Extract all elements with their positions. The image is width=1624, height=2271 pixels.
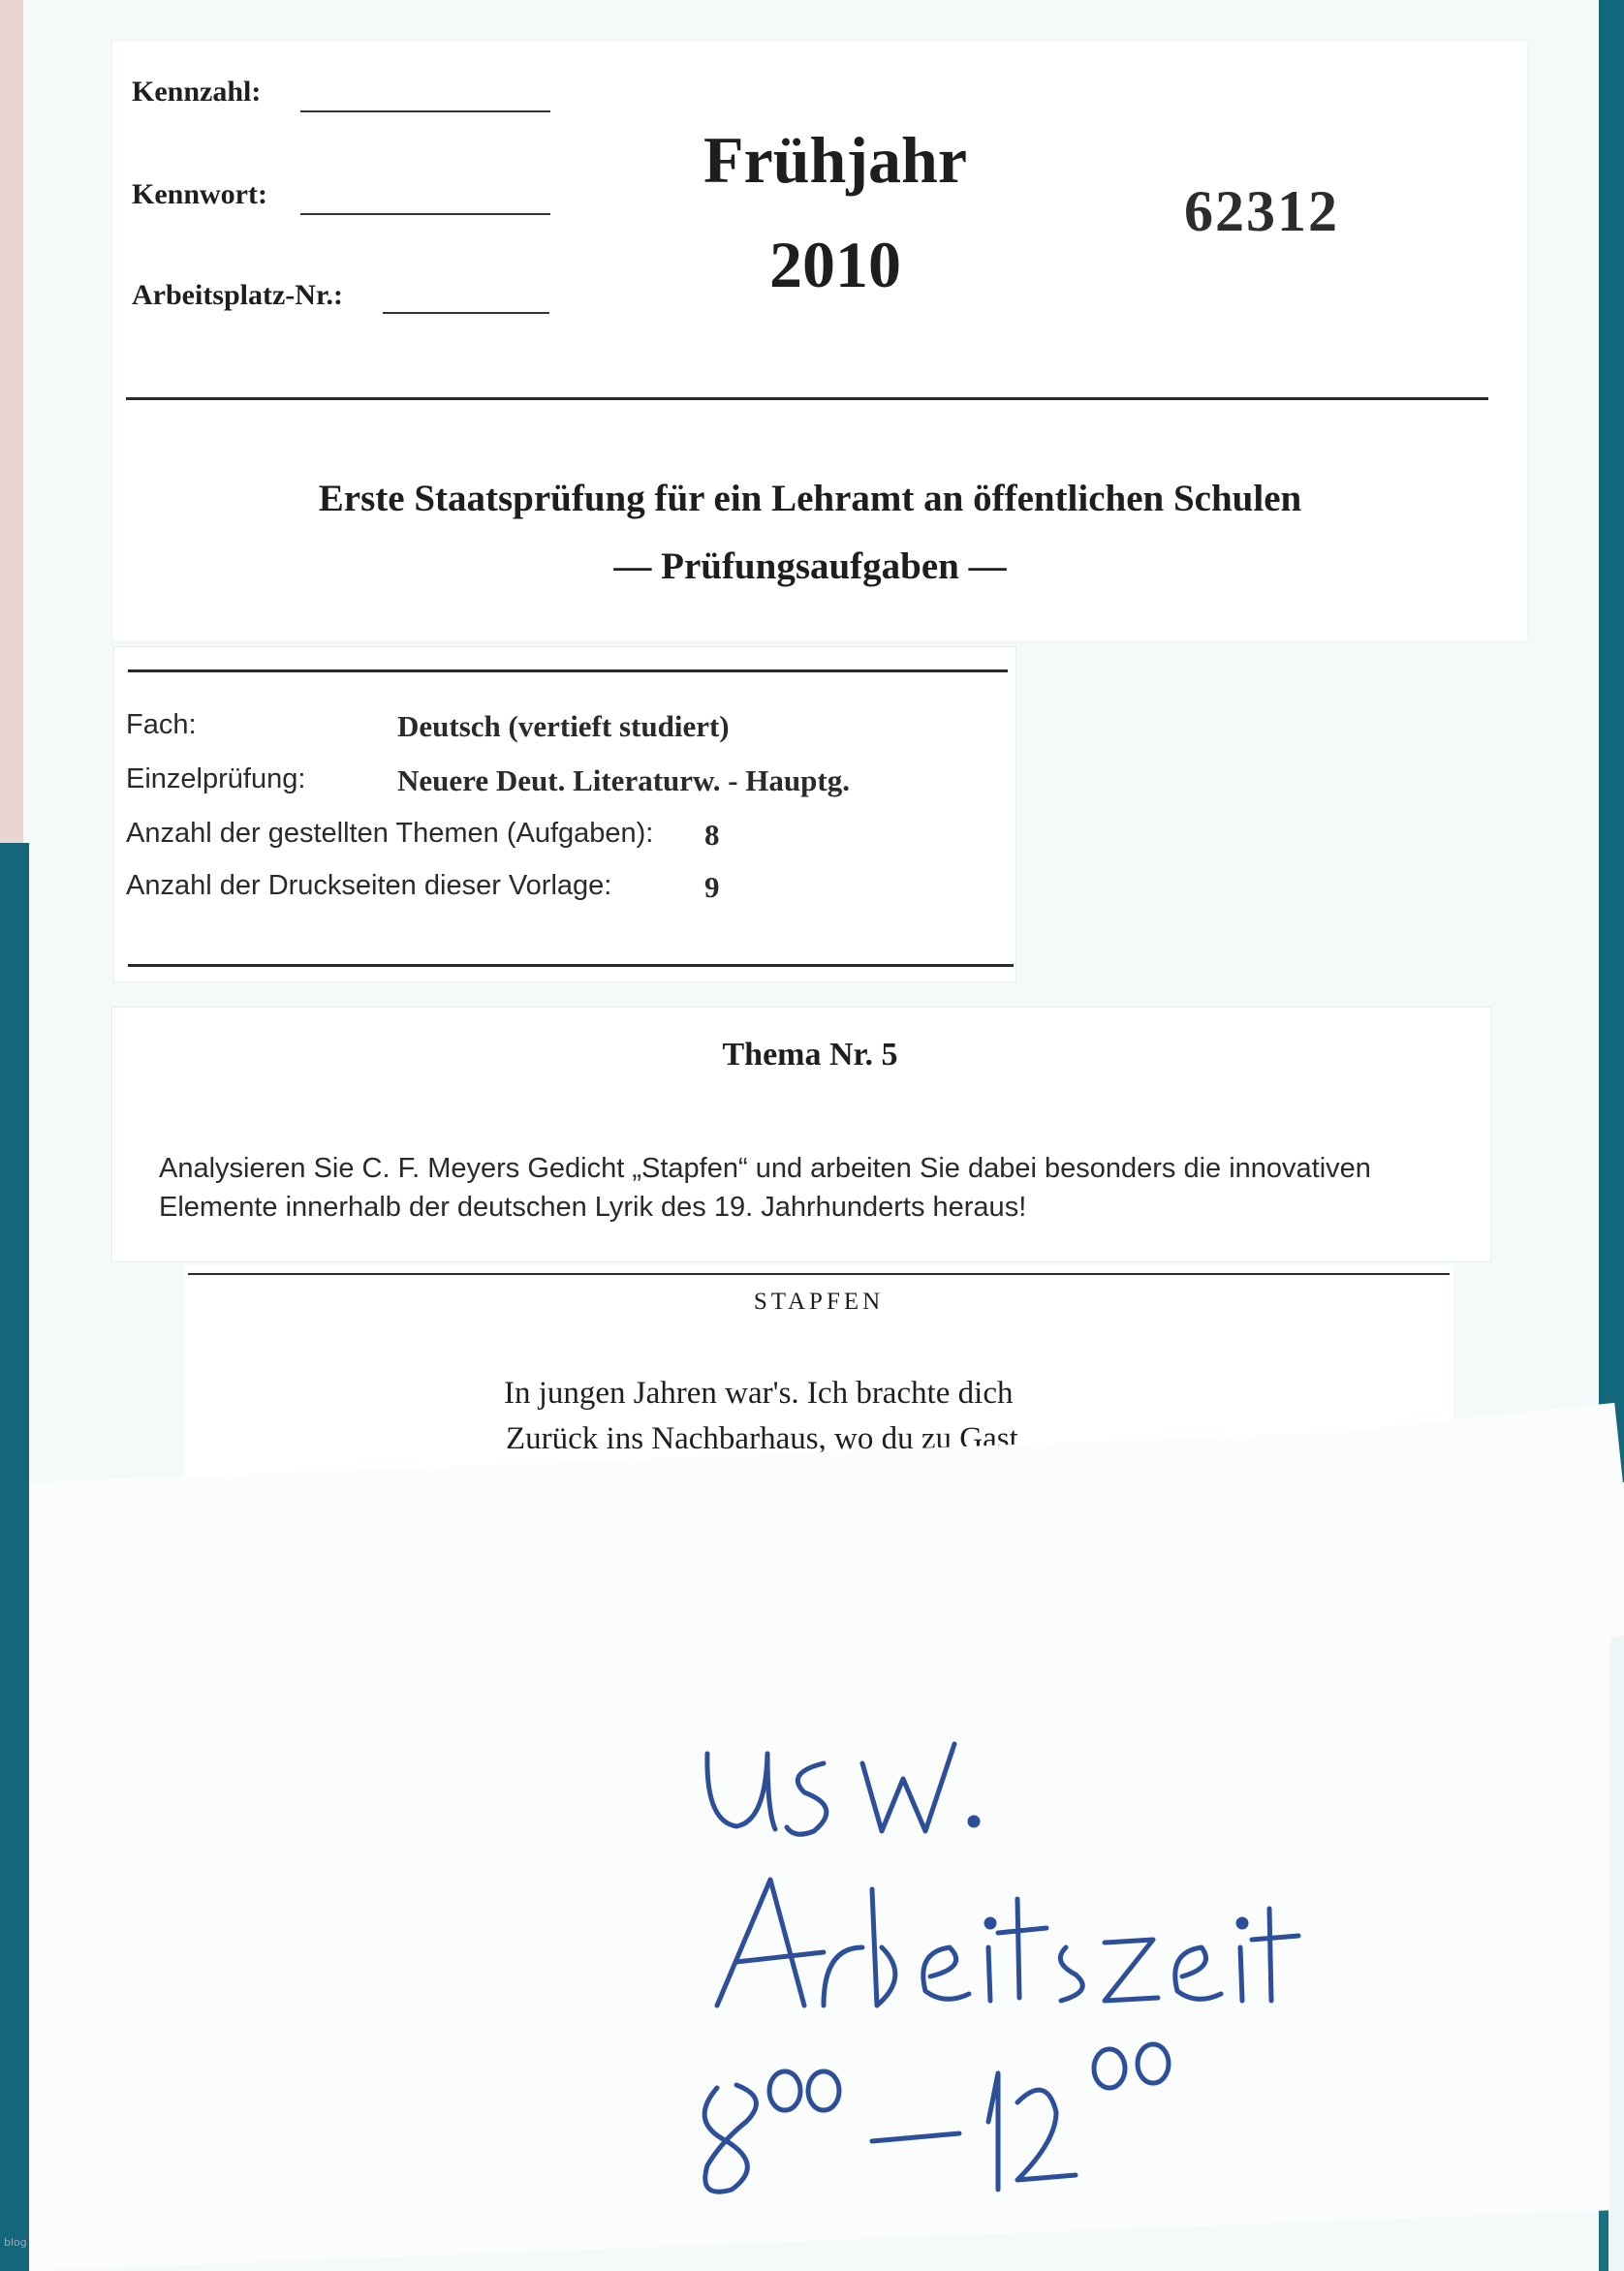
divider-top bbox=[126, 397, 1488, 400]
exam-code: 62312 bbox=[1184, 179, 1339, 243]
kennwort-label: Kennwort: bbox=[132, 178, 267, 210]
arbeitsplatz-field[interactable] bbox=[383, 312, 549, 314]
kennwort-field[interactable] bbox=[300, 213, 550, 215]
druckseiten-label: Anzahl der Druckseiten dieser Vorlage: bbox=[126, 870, 612, 901]
handwritten-note bbox=[678, 1686, 1357, 2209]
exam-subtitle: — Prüfungsaufgaben — bbox=[613, 545, 1007, 587]
divider-details-top bbox=[128, 669, 1008, 672]
kennzahl-label: Kennzahl: bbox=[132, 76, 262, 108]
task-line-2: Elemente innerhalb der deutschen Lyrik des 19. Jahrhunderts heraus! bbox=[159, 1192, 1027, 1223]
details-panel bbox=[114, 647, 1015, 981]
folder-left-edge bbox=[0, 843, 29, 2271]
themen-value: 8 bbox=[704, 818, 720, 852]
poem-title: STAPFEN bbox=[753, 1289, 885, 1315]
poem-line-2: Zurück ins Nachbarhaus, wo du zu Gast, bbox=[506, 1421, 1027, 1456]
poem-line-1: In jungen Jahren war's. Ich brachte dich bbox=[504, 1376, 1014, 1411]
druckseiten-value: 9 bbox=[704, 870, 720, 904]
arbeitsplatz-label: Arbeitsplatz-Nr.: bbox=[132, 279, 344, 311]
fach-value: Deutsch (vertieft studiert) bbox=[397, 709, 730, 743]
einzelpruefung-value: Neuere Deut. Literaturw. - Hauptg. bbox=[397, 763, 850, 797]
divider-poem bbox=[188, 1273, 1450, 1275]
themen-label: Anzahl der gestellten Themen (Aufgaben): bbox=[126, 818, 654, 849]
theme-title: Thema Nr. 5 bbox=[722, 1037, 898, 1073]
einzelpruefung-label: Einzelprüfung: bbox=[126, 763, 306, 794]
scan-watermark: blog bbox=[4, 2236, 27, 2249]
kennzahl-field[interactable] bbox=[300, 110, 550, 112]
fach-label: Fach: bbox=[126, 709, 197, 740]
exam-title: Erste Staatsprüfung für ein Lehramt an öffentlichen Schulen bbox=[318, 478, 1302, 519]
year-title: 2010 bbox=[769, 228, 901, 301]
folder-right-edge bbox=[1599, 0, 1624, 1482]
season-title: Frühjahr bbox=[703, 123, 967, 197]
divider-details-bottom bbox=[128, 964, 1014, 967]
task-line-1: Analysieren Sie C. F. Meyers Gedicht „Stapfen“ und arbeiten Sie dabei besonders die innovativen bbox=[159, 1153, 1371, 1184]
